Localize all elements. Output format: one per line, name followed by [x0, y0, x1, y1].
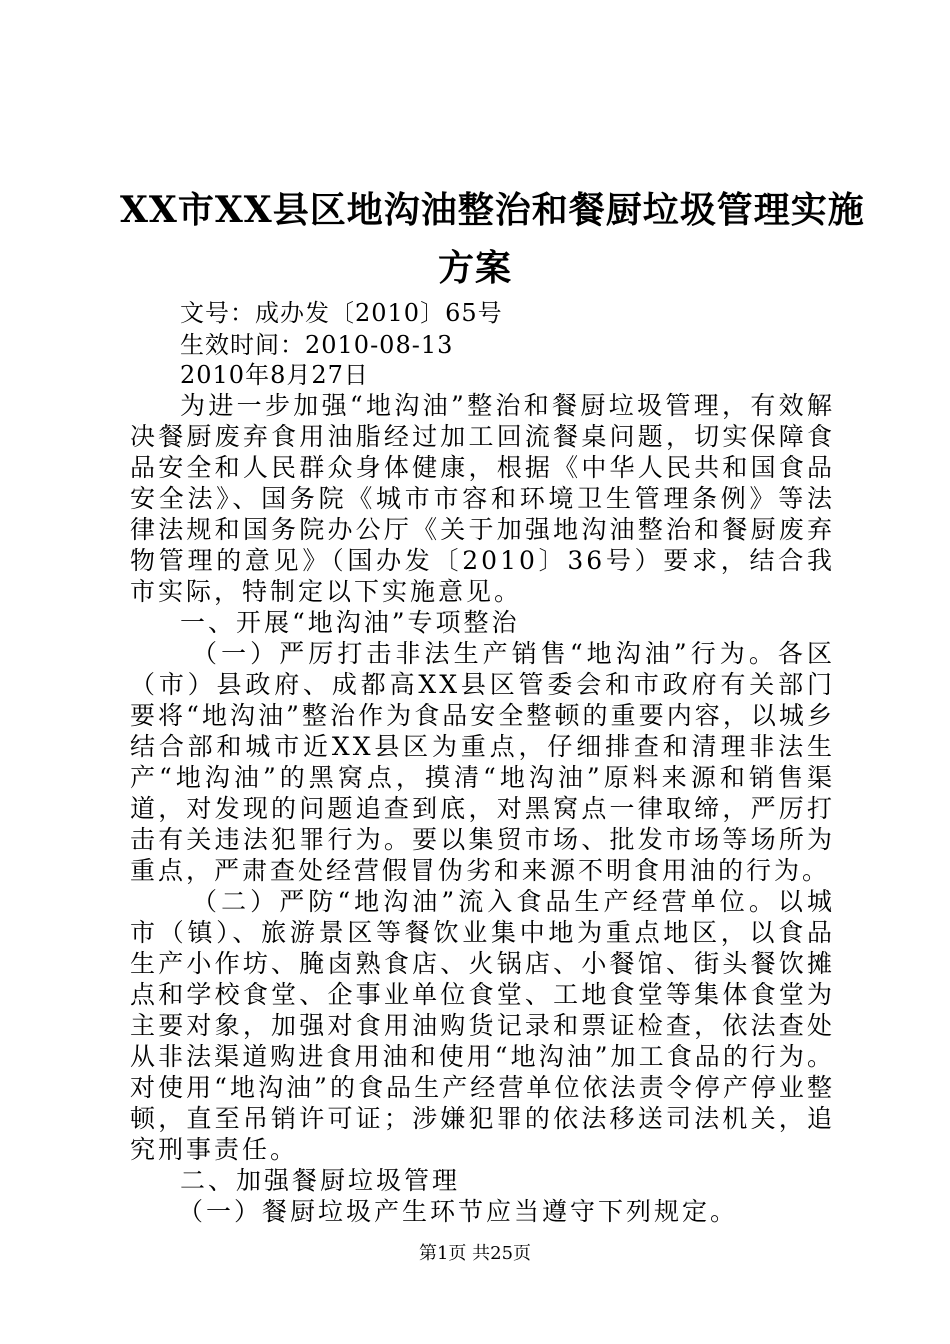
document-body [130, 390, 835, 1227]
section-1-item-1: （一）严厉打击非法生产销售“地沟油”行为。各区（市）县政府、成都高XX县区管委会和市政府有关部门要将“地沟油”整治作为食品安全整顿的重要内容，以城乡结合部和城市近XX县区为重点，仔细排查和清理非法生产“地沟油”的黑窝点，摸清“地沟油”原料来源和销售渠道，对发现的问题追查到底，对黑窝点一律取缔，严厉打击有关违法犯罪行为。要以集贸市场、批发市场等场所为重点，严肃查处经营假冒伪劣和来源不明食用油的行为。 [130, 639, 835, 885]
effective-date: 生效时间：2010-08-13 [180, 331, 454, 359]
document-title-line-1: XX市XX县区地沟油整治和餐厨垃圾管理实施 [120, 189, 865, 231]
section-1-item-2: （二）严防“地沟油”流入食品生产经营单位。以城市（镇）、旅游景区等餐饮业集中地为重点地区，以食品生产小作坊、腌卤熟食店、火锅店、小餐馆、街头餐饮摊点和学校食堂、企事业单位食堂、工地食堂等集体食堂为主要对象，加强对食用油购货记录和票证检查，依法查处从非法渠道购进食用油和使用“地沟油”加工食品的行为。对使用“地沟油”的食品生产经营单位依法责令停产停业整顿，直至吊销许可证；涉嫌犯罪的依法移送司法机关，追究刑事责任。 [130, 887, 835, 1164]
section-heading-2: 二、加强餐厨垃圾管理 [180, 1166, 461, 1195]
section-heading-1: 一、开展“地沟油”专项整治 [180, 608, 520, 637]
document-title-line-2: 方案 [437, 247, 512, 289]
section-2-item-1: （一）餐厨垃圾产生环节应当遵守下列规定。 [178, 1197, 739, 1226]
issue-date: 2010年8月27日 [180, 361, 369, 389]
document-number: 文号：成办发〔2010〕65号 [180, 299, 503, 327]
page-footer: 第1页 共25页 [418, 1243, 532, 1264]
intro-paragraph: 为进一步加强“地沟油”整治和餐厨垃圾管理，有效解决餐厨废弃食用油脂经过加工回流餐桌问题，切实保障食品安全和人民群众身体健康，根据《中华人民共和国食品安全法》、国务院《城市市容和环境卫生管理条例》等法律法规和国务院办公厅《关于加强地沟油整治和餐厨废弃物管理的意见》（国办发〔2010〕36号）要求，结合我市实际，特制定以下实施意见。 [130, 391, 835, 606]
